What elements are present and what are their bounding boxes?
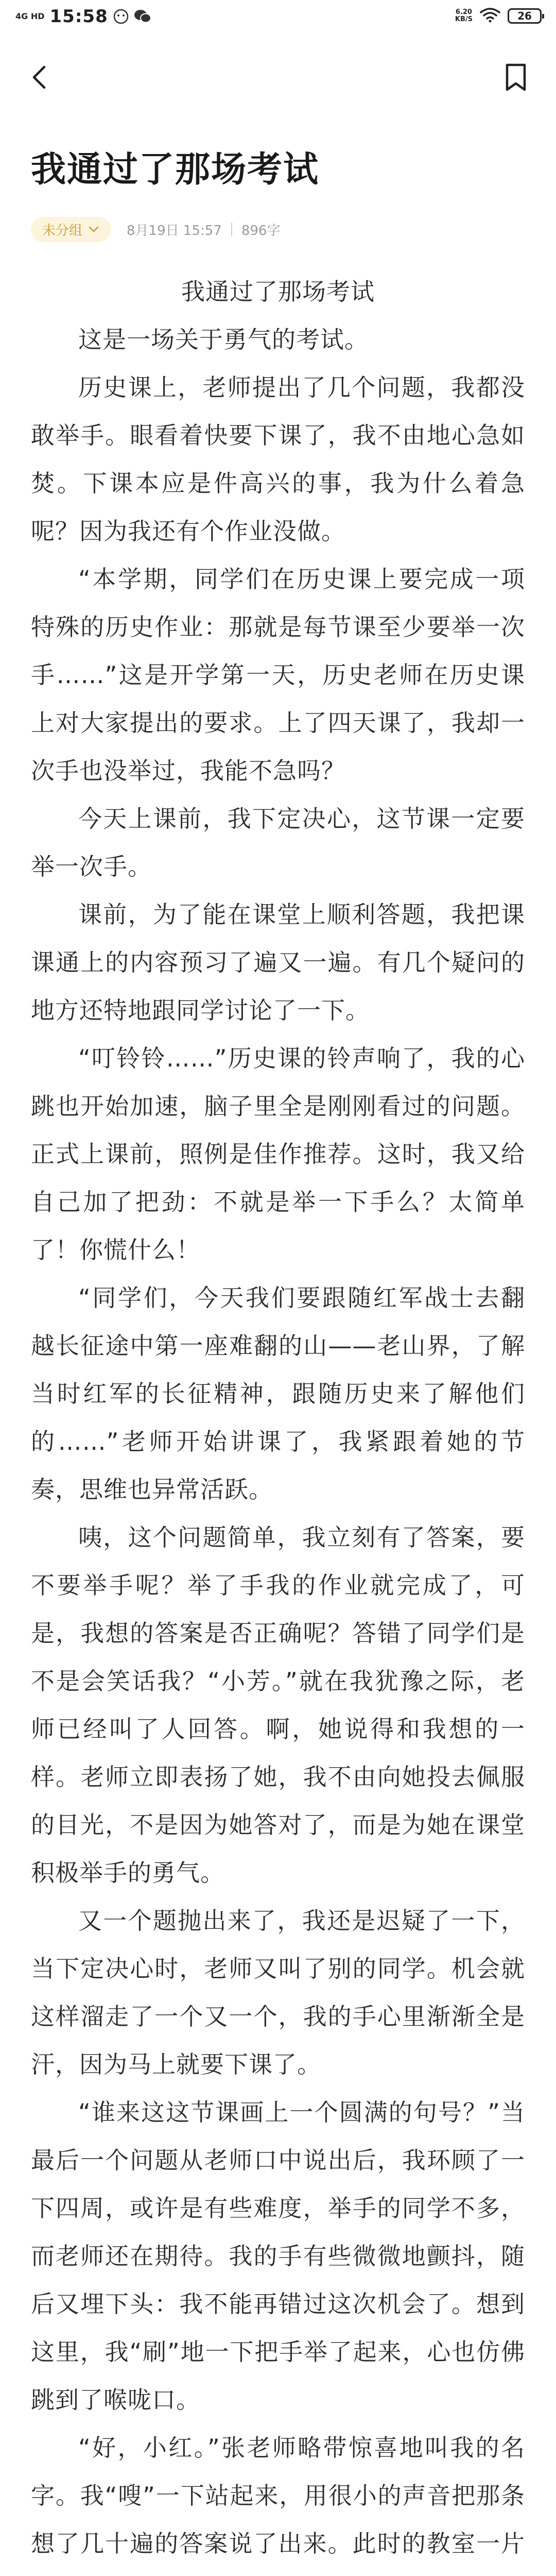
wechat-icon xyxy=(134,9,149,24)
body-paragraph: 今天上课前，我下定决心，这节课一定要举一次手。 xyxy=(31,805,525,880)
body-paragraph: “同学们，今天我们要跟随红军战士去翻越长征途中第一座难翻的山——老山界，了解当时红军的长征精神，跟随历史来了解他们的……”老师开始讲课了，我紧跟着她的节奏，思维也异常活跃。 xyxy=(31,1284,525,1503)
wifi-icon xyxy=(480,7,500,25)
note-meta xyxy=(31,216,280,242)
body-heading: 我通过了那场考试 xyxy=(181,278,375,306)
body-paragraph: 历史课上，老师提出了几个问题，我都没敢举手。眼看着快要下课了，我不由地心急如焚。下课本应是件高兴的事，我为什么着急呢？因为我还有个作业没做。 xyxy=(31,374,525,545)
battery-indicator: 26 xyxy=(508,8,542,24)
body-paragraph: “本学期，同学们在历史课上要完成一项特殊的历史作业：那就是每节课至少要举一次手……”这是开学第一天，历史老师在历史课上对大家提出的要求。上了四天课了，我却一次手也没举过，我能不急吗？ xyxy=(31,565,525,785)
status-time: 15:58 xyxy=(49,6,108,27)
net-speed-value: 6.20 xyxy=(455,8,472,16)
status-bar xyxy=(0,0,556,36)
net-speed xyxy=(455,9,473,23)
notification-app-icon xyxy=(113,9,129,24)
body-paragraph: “谁来这这节课画上一个圆满的句号？”当最后一个问题从老师口中说出后，我环顾了一下四周，或许是有些难度，举手的同学不多，而老师还在期待。我的手有些微微地颤抖，随后又埋下头：我不能再错过这次机会了。想到这里，我“刷”地一下把手举了起来，心也仿佛跳到了喉咙口。 xyxy=(31,2098,525,2414)
body-paragraph: 咦，这个问题简单，我立刻有了答案，要不要举手呢？举了手我的作业就完成了，可是，我想的答案是否正确呢？答错了同学们是不是会笑话我？“小芳。”就在我犹豫之际，老师已经叫了人回答。啊，她说得和我想的一样。老师立即表扬了她，我不由向她投去佩服的目光，不是因为她答对了，而是为她在课堂积极举手的勇气。 xyxy=(31,1523,525,1887)
bookmark-icon xyxy=(502,63,529,92)
category-label: 未分组 xyxy=(42,223,83,239)
chevron-down-icon xyxy=(88,223,100,235)
net-speed-unit: KB/S xyxy=(455,15,473,23)
network-indicator: 4G HD xyxy=(15,11,45,21)
word-count: 896字 xyxy=(241,223,281,239)
body-paragraph: “叮铃铃……”历史课的铃声响了，我的心跳也开始加速，脑子里全是刚刚看过的问题。正式上课前，照例是佳作推荐。这时，我又给自己加了把劲：不就是举一下手么？太简单了！你慌什么！ xyxy=(31,1044,525,1264)
body-paragraph: 这是一场关于勇气的考试。 xyxy=(78,326,369,353)
status-right xyxy=(455,7,542,25)
body-paragraph: 课前，为了能在课堂上顺利答题，我把课课通上的内容预习了遍又一遍。有几个疑问的地方还特地跟同学讨论了一下。 xyxy=(31,901,525,1024)
top-toolbar xyxy=(0,52,556,103)
back-button[interactable] xyxy=(27,64,54,91)
note-date: 8月19日 15:57 xyxy=(127,223,222,239)
note-body[interactable] xyxy=(31,268,525,2576)
status-left xyxy=(15,6,149,27)
body-paragraph: “好，小红。”张老师略带惊喜地叫我的名字。我“嗖”一下站起来，用很小的声音把那条想了几十遍的答案说了出来。此时的教室一片 xyxy=(31,2434,525,2557)
category-selector[interactable] xyxy=(31,217,111,242)
page-title: 我通过了那场考试 xyxy=(31,149,320,190)
chevron-left-icon xyxy=(27,64,54,91)
meta-divider xyxy=(231,223,232,236)
bookmark-button[interactable] xyxy=(502,63,529,92)
body-paragraph: 又一个题抛出来了，我还是迟疑了一下，当下定决心时，老师又叫了别的同学。机会就这样溜走了一个又一个，我的手心里渐渐全是汗，因为马上就要下课了。 xyxy=(31,1907,525,2078)
